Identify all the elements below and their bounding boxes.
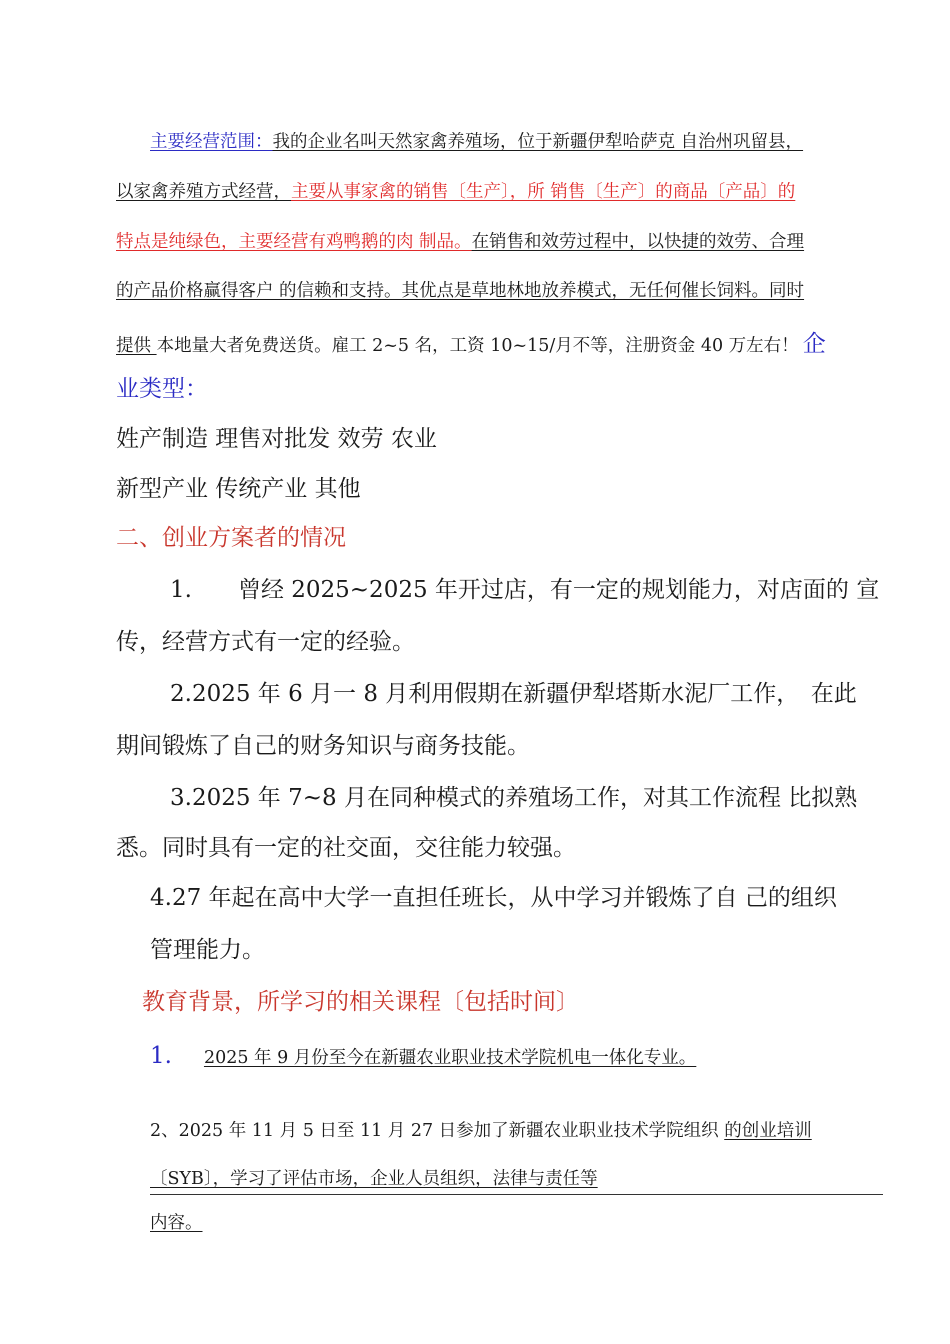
divider-line bbox=[150, 1194, 883, 1195]
scope-text-3a: 特点是纯绿色，主要经营有鸡鸭鹅的肉 制品。 bbox=[116, 232, 472, 252]
education-item-1 bbox=[150, 1043, 696, 1069]
scope-line-4 bbox=[116, 277, 804, 302]
scope-text-2b: 主要从事家禽的销售〔生产〕，所 销售〔生产〕的商品〔产品〕的 bbox=[291, 182, 796, 202]
business-types-row-1: 姓产制造 理售对批发 效劳 农业 bbox=[116, 426, 437, 452]
education-item-2-line-1 bbox=[150, 1117, 812, 1142]
business-types-row-2: 新型产业 传统产业 其他 bbox=[116, 476, 361, 502]
education-item-1-text: 2025 年 9 月份至今在新疆农业职业技术学院机电一体化专业。 bbox=[203, 1048, 697, 1068]
experience-3-line-2: 悉。同时具有一定的社交面，交往能力较强。 bbox=[116, 835, 576, 861]
experience-2-line-2: 期间锻炼了自己的财务知识与商务技能。 bbox=[116, 733, 530, 759]
experience-4-line-2: 管理能力。 bbox=[150, 937, 265, 963]
experience-3-line-1: 3.2025 年 7~8 月在同种模式的养殖场工作，对其工作流程 比拟熟 bbox=[170, 785, 858, 811]
scope-text-5b: 本地量大者免费送货。雇工 2~5 名，工资 10~15/月不等，注册资金 40 万左右！ bbox=[156, 336, 799, 356]
education-item-2-text-a: 2、2025 年 11 月 5 日至 11 月 27 日参加了新疆农业职业技术学院组织 bbox=[150, 1121, 725, 1141]
scope-line-1 bbox=[150, 128, 803, 153]
section-2-heading: 二、创业方案者的情况 bbox=[116, 525, 346, 551]
education-item-2-line-3: 内容。 bbox=[150, 1213, 203, 1233]
scope-text-1: 我的企业名叫天然家禽养殖场，位于新疆伊犁哈萨克 自治州巩留县， bbox=[272, 132, 804, 152]
scope-text-5a: 提供 bbox=[116, 336, 157, 356]
education-item-1-number: 1. bbox=[150, 1043, 172, 1069]
scope-label: 主要经营范围： bbox=[150, 132, 273, 152]
scope-text-4: 的产品价格赢得客户 的信赖和支持。其优点是草地林地放养模式，无任何催长饲料。同时 bbox=[116, 281, 805, 301]
experience-1-line-2: 传，经营方式有一定的经验。 bbox=[116, 629, 415, 655]
scope-line-3 bbox=[116, 228, 804, 253]
scope-text-3b: 在销售和效劳过程中，以快捷的效劳、合理 bbox=[471, 232, 805, 252]
education-item-2-text-b: 的创业培训 bbox=[724, 1121, 812, 1141]
education-item-2-line-2: 〔SYB〕，学习了评估市场，企业人员组织，法律与责任等 bbox=[150, 1169, 598, 1189]
education-heading: 教育背景，所学习的相关课程〔包括时间〕 bbox=[142, 989, 579, 1015]
scope-text-2a: 以家禽养殖方式经营， bbox=[116, 182, 291, 202]
experience-4-line-1: 4.27 年起在高中大学一直担任班长，从中学习并锻炼了自 己的组织 bbox=[150, 885, 837, 911]
experience-1-line-1: 1. 曾经 2025~2025 年开过店，有一定的规划能力，对店面的 宣 bbox=[170, 577, 880, 603]
scope-text-5c: 企 bbox=[802, 331, 826, 357]
scope-line-5 bbox=[116, 325, 826, 358]
experience-2-line-1: 2.2025 年 6 月一 8 月利用假期在新疆伊犁塔斯水泥厂工作， 在此 bbox=[170, 681, 857, 707]
business-type-label: 业类型： bbox=[116, 376, 208, 402]
scope-line-2 bbox=[116, 178, 795, 203]
